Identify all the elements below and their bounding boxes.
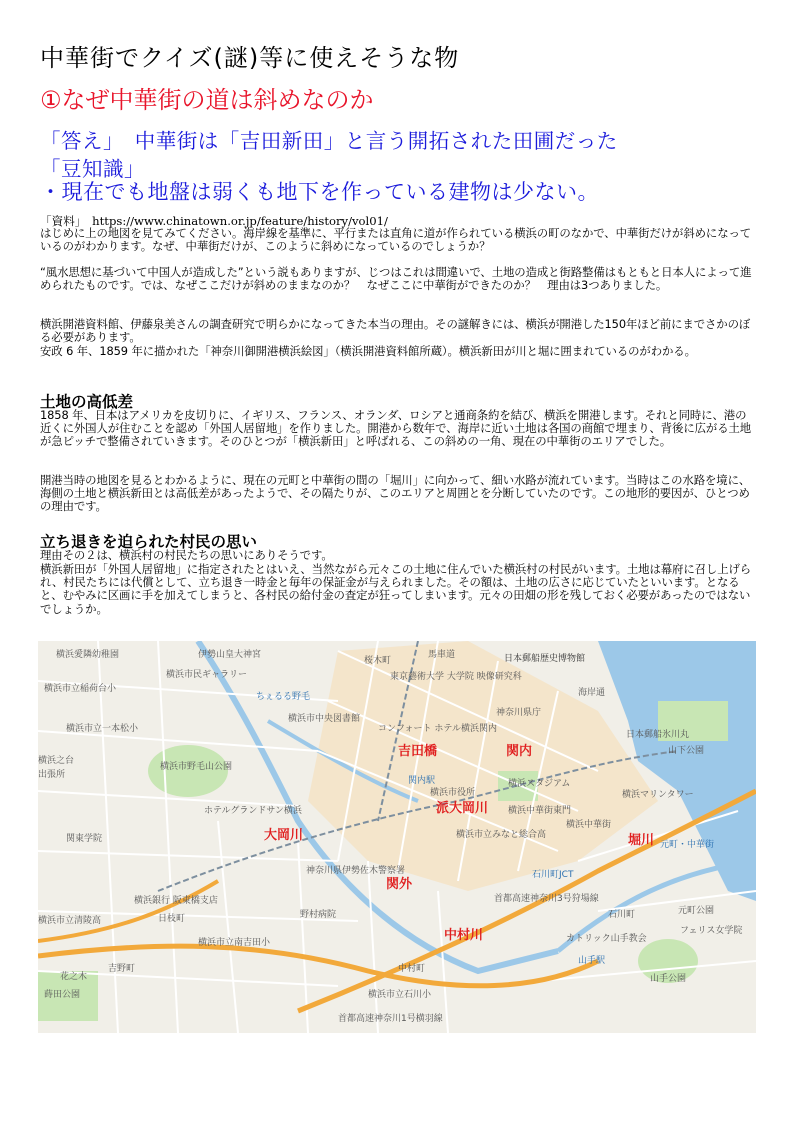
- map-place: 横浜市立石川小: [368, 990, 432, 1000]
- section-heading: 土地の高低差: [40, 393, 134, 411]
- intro-paragraph: 横浜開港資料館、伊藤泉美さんの調査研究で明らかになってきた本当の理由。その謎解きには、横浜が開港した150年ほど前にまでさかのぼる必要があります。: [40, 317, 751, 345]
- map-place: コンフォート ホテル横浜関内: [378, 724, 497, 734]
- map-place: 東京藝術大学 大学院 映像研究科: [390, 672, 522, 682]
- map-place: 元町公園: [678, 906, 715, 916]
- map-place: 吉野町: [108, 964, 136, 974]
- section-paragraph: 横浜新田が「外国人居留地」に指定されたとはいえ、当然ながら元々この土地に住んでいた横浜村の村民がいます。土地は幕府に召し上げられ、村民たちには代償として、立ち退き一時金と毎年の保証金が与えられました。その額は、土地の広さに応じていたといいます。となると、むやみに区画に手を加えてしまうと、各村民の給付金の査定が狂ってしまいます。元々の田畑の形を残しておく必要があったのではないでしょうか。: [40, 562, 752, 616]
- map-place: 首都高速神奈川3号狩場線: [494, 894, 599, 904]
- area-map: [38, 641, 756, 1033]
- answer-line: 「答え」 中華街は「吉田新田」と言う開拓された田圃だった: [40, 129, 618, 153]
- map-place: 横浜市立一本松小: [66, 724, 139, 734]
- map-label-horikawa: 堀川: [628, 833, 655, 848]
- intro-paragraph: はじめに上の地図を見てみてください。海岸線を基準に、平行または直角に道が作られている横浜の町のなかで、中華街だけが斜めになっているのがわかります。なぜ、中華街だけが、このように斜めになっているのでしょうか？: [40, 226, 752, 254]
- map-place: 首都高速神奈川1号横羽線: [338, 1014, 443, 1024]
- map-place: ホテルグランドサン横浜: [204, 806, 302, 816]
- section-paragraph: 1858 年、日本はアメリカを皮切りに、イギリス、フランス、オランダ、ロシアと通商条約を結び、横浜を開港します。それと同時に、港の近くに外国人が住むことを認め「外国人居留地」を作りました。開港から数年で、海岸に近い土地は各国の商館で埋まり、背後に広がる土地が急ピッチで整備されていきます。そのひとつが「横浜新田」と呼ばれる、この斜めの一角、現在の中華街のエリアでした。: [40, 408, 752, 449]
- map-place: 横浜市立みなと総合高: [456, 830, 547, 840]
- map-place: 神奈川県伊勢佐木警察署: [306, 866, 406, 876]
- document-title: 中華街でクイズ(謎)等に使えそうな物: [40, 44, 460, 72]
- map-label-haooka: 派大岡川: [436, 801, 489, 816]
- section-paragraph: 理由その２は、横浜村の村民たちの思いにありそうです。: [40, 548, 333, 562]
- map-place: カトリック山手教会: [566, 934, 647, 944]
- map-label-kangai: 関外: [386, 877, 413, 892]
- map-label-kannai: 関内: [506, 744, 533, 759]
- map-place: 横浜スタジアム: [508, 779, 571, 789]
- map-place: 神奈川県庁: [496, 708, 542, 718]
- map-place: 馬車道: [428, 650, 456, 660]
- map-place: ちぇるる野毛: [256, 692, 311, 702]
- map-place: 横浜市民ギャラリー: [166, 670, 248, 680]
- map-place: 中村町: [398, 964, 426, 974]
- map-place: 横浜中華街東門: [508, 806, 572, 816]
- trivia-line: ・現在でも地盤は弱くも地下を作っている建物は少ない。: [40, 180, 599, 204]
- map-place: 日枝町: [158, 914, 186, 924]
- map-place: 横浜市立南吉田小: [198, 938, 271, 948]
- map-place: 出張所: [38, 770, 66, 780]
- map-place: 関東学院: [66, 834, 103, 844]
- map-place: 野村病院: [300, 910, 337, 920]
- map-place: フェリス女学院: [680, 926, 743, 936]
- map-place: 横浜マリンタワー: [622, 790, 694, 800]
- map-place: 横浜中華街: [566, 820, 612, 830]
- map-place: 伊勢山皇大神宮: [198, 650, 262, 660]
- map-place: 桜木町: [364, 656, 392, 666]
- map-place: 海岸通: [578, 688, 606, 698]
- map-place: 横浜市役所: [430, 788, 476, 798]
- map-place: 山下公園: [668, 746, 705, 756]
- map-place: 元町・中華街: [660, 840, 715, 850]
- map-place: 横浜銀行 阪東橋支店: [134, 896, 218, 906]
- section-paragraph: 開港当時の地図を見るとわかるように、現在の元町と中華街の間の「堀川」に向かって、細い水路が流れています。当時はこの水路を境に、海側の土地と横浜新田とは高低差があったようで、その隔たりが、このエリアと周囲とを分断していたのです。この地形的要因が、ひとつめの理由です。: [40, 473, 751, 514]
- map-place: 日本郵船氷川丸: [626, 730, 690, 740]
- question-heading: ①なぜ中華街の道は斜めなのか: [40, 86, 374, 114]
- map-place: 山手公園: [650, 974, 687, 984]
- trivia-label: 「豆知識」: [40, 157, 145, 181]
- intro-paragraph: “風水思想に基づいて中国人が造成した”という説もありますが、じつはこれは間違いで、土地の造成と街路整備はもともと日本人によって進められたものです。では、なぜここだけが斜めのままなのか？ なぜここに中華街ができたのか？ 理由は3つありました。: [40, 265, 752, 293]
- map-place: 横浜市立清陵高: [38, 916, 102, 926]
- map-place: 横浜市野毛山公園: [160, 762, 233, 772]
- map-label-yoshidabashi: 吉田橋: [398, 744, 438, 759]
- map-place: 花之木: [60, 972, 88, 982]
- map-place: 横浜市立稲荷台小: [44, 684, 117, 694]
- map-label-nakamuragawa: 中村川: [444, 928, 484, 943]
- map-place: 横浜愛隣幼稚園: [56, 650, 120, 660]
- map-place: 関内駅: [408, 776, 436, 786]
- section-heading: 立ち退きを迫られた村民の思い: [40, 533, 258, 551]
- map-place: 横浜之台: [38, 756, 75, 766]
- map-place: 石川町JCT: [532, 870, 574, 880]
- map-place: 石川町: [608, 910, 636, 920]
- map-place: 日本郵船歴史博物館: [504, 654, 586, 664]
- map-place: 山手駅: [578, 956, 606, 966]
- map-label-ookagawa: 大岡川: [264, 828, 304, 843]
- intro-paragraph: 安政 6 年、1859 年に描かれた「神奈川御開港横浜絵図」（横浜開港資料館所蔵）。横浜新田が川と堀に囲まれているのがわかる。: [40, 344, 696, 358]
- map-place: 蒔田公園: [44, 990, 81, 1000]
- map-place: 横浜市中央図書館: [288, 714, 361, 724]
- source-reference: 「資料」 https://www.chinatown.or.jp/feature/history/vol01/: [40, 214, 388, 228]
